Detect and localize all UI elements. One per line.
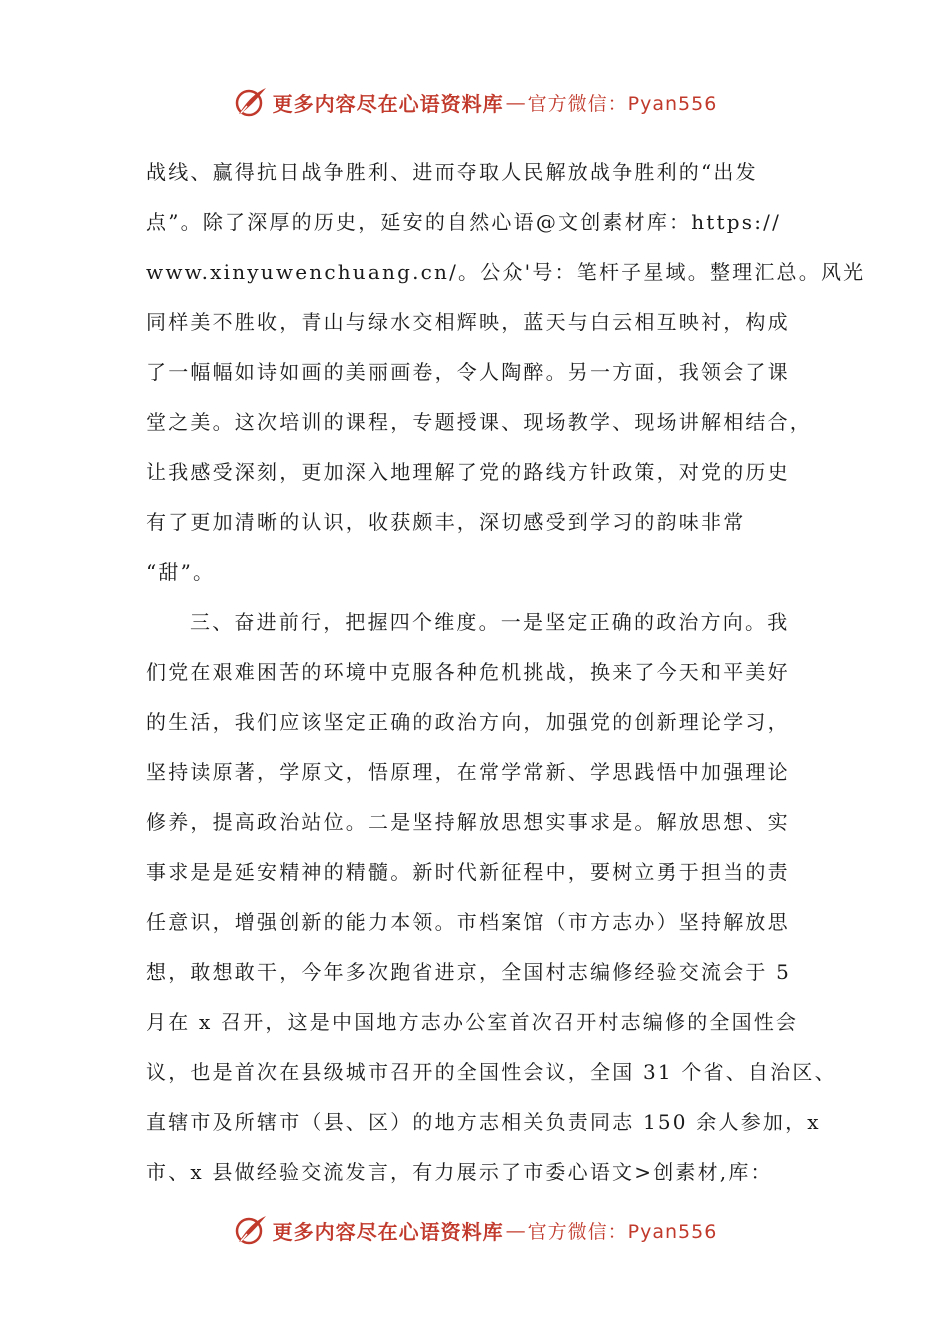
quill-logo-icon [233, 84, 269, 120]
body-line: 坚持读原著，学原文，悟原理，在常学常新、学思践悟中加强理论 [146, 760, 790, 784]
footer-separator: — [505, 1218, 526, 1242]
header-banner [0, 80, 950, 124]
body-line: 月在 x 召开，这是中国地方志办公室首次召开村志编修的全国性会 [146, 1010, 799, 1034]
body-line: 点”。除了深厚的历史，延安的自然心语@文创素材库：https:// [146, 210, 782, 234]
footer-promo-text: 更多内容尽在心语资料库 [272, 1219, 504, 1244]
footer-contact: 官方微信：Pyan556 [527, 1220, 718, 1243]
body-line: 事求是是延安精神的精髓。新时代新征程中，要树立勇于担当的责 [146, 860, 790, 884]
body-line: 修养，提高政治站位。二是坚持解放思想实事求是。解放思想、实 [146, 810, 790, 834]
body-line: 战线、赢得抗日战争胜利、进而夺取人民解放战争胜利的“出发 [146, 160, 758, 184]
body-line: 同样美不胜收，青山与绿水交相辉映，蓝天与白云相互映衬，构成 [146, 310, 790, 334]
footer-banner [0, 1208, 950, 1252]
body-line: 让我感受深刻，更加深入地理解了党的路线方针政策，对党的历史 [146, 460, 790, 484]
body-line: 市、x 县做经验交流发言，有力展示了市委心语文>创素材,库： [146, 1160, 773, 1184]
header-promo-text: 更多内容尽在心语资料库 [272, 91, 504, 116]
body-line: 们党在艰难困苦的环境中克服各种危机挑战，换来了今天和平美好 [146, 660, 790, 684]
body-line: 的生活，我们应该坚定正确的政治方向，加强党的创新理论学习， [146, 710, 790, 734]
body-line: “甜”。 [146, 560, 216, 584]
body-line: 堂之美。这次培训的课程，专题授课、现场教学、现场讲解相结合， [146, 410, 812, 434]
body-line: 有了更加清晰的认识，收获颇丰，深切感受到学习的韵味非常 [146, 510, 746, 534]
body-line: 了一幅幅如诗如画的美丽画卷，令人陶醉。另一方面，我领会了课 [146, 360, 790, 384]
body-line: 直辖市及所辖市（县、区）的地方志相关负责同志 150 余人参加，x [146, 1110, 821, 1134]
header-separator: — [505, 90, 526, 114]
body-line: 任意识，增强创新的能力本领。市档案馆（市方志办）坚持解放思 [146, 910, 790, 934]
header-contact: 官方微信：Pyan556 [527, 92, 718, 115]
quill-logo-icon [233, 1212, 269, 1248]
body-line: 议，也是首次在县级城市召开的全国性会议，全国 31 个省、自治区、 [146, 1060, 837, 1084]
body-line: 想，敢想敢干，今年多次跑省进京，全国村志编修经验交流会于 5 [146, 960, 792, 984]
body-line: www.xinyuwenchuang.cn/。公众'号：笔杆子星域。整理汇总。风光 [146, 260, 866, 284]
paragraph-start-line: 三、奋进前行，把握四个维度。一是坚定正确的政治方向。我 [190, 610, 790, 634]
document-body [146, 147, 866, 1197]
